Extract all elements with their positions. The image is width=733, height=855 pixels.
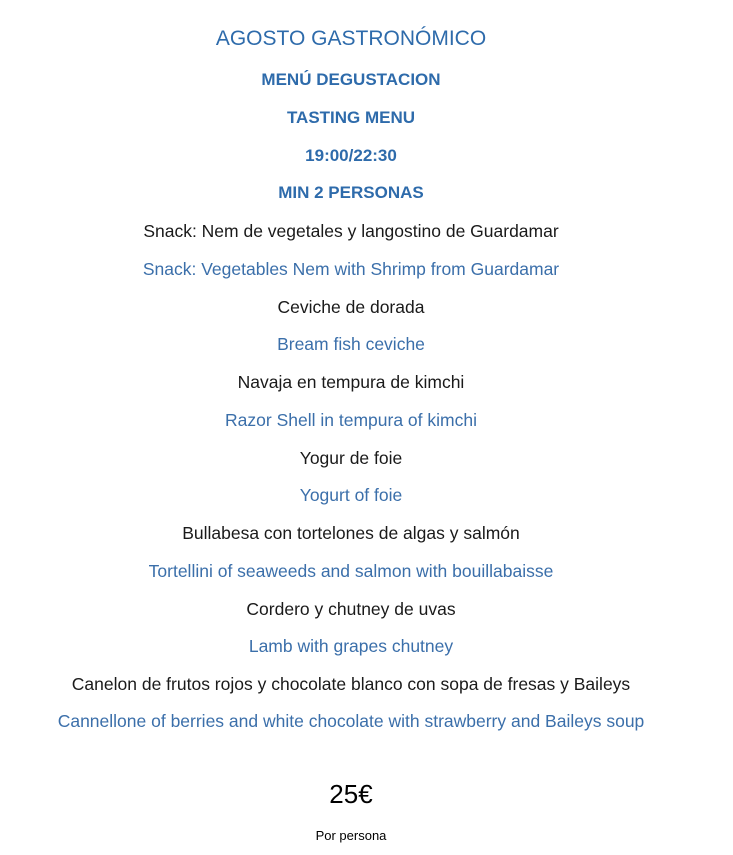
dish-4-en: Yogurt of foie bbox=[299, 485, 403, 505]
dish-4-es: Yogur de foie bbox=[299, 448, 403, 468]
dish-1-es: Snack: Nem de vegetales y langostino de Guardamar bbox=[143, 221, 559, 241]
dish-1-en: Snack: Vegetables Nem with Shrimp from Guardamar bbox=[142, 259, 560, 279]
service-hours: 19:00/22:30 bbox=[305, 146, 397, 165]
dish-2-es: Ceviche de dorada bbox=[277, 297, 425, 317]
dish-5-en: Tortellini of seaweeds and salmon with bouillabaisse bbox=[148, 561, 554, 581]
min-people: MIN 2 PERSONAS bbox=[278, 183, 424, 202]
dish-2-en: Bream fish ceviche bbox=[277, 334, 425, 354]
price-note: Por persona bbox=[315, 828, 387, 843]
dish-7-es: Canelon de frutos rojos y chocolate blanco con sopa de fresas y Baileys bbox=[71, 674, 631, 694]
page-title: AGOSTO GASTRONÓMICO bbox=[215, 27, 487, 50]
dish-5-es: Bullabesa con tortelones de algas y salmón bbox=[182, 523, 520, 543]
dish-7-en: Cannellone of berries and white chocolate with strawberry and Baileys soup bbox=[57, 711, 645, 731]
dish-6-es: Cordero y chutney de uvas bbox=[246, 599, 456, 619]
dish-3-en: Razor Shell in tempura of kimchi bbox=[225, 410, 477, 430]
dish-3-es: Navaja en tempura de kimchi bbox=[237, 372, 465, 392]
menu-subtitle-es: MENÚ DEGUSTACION bbox=[261, 70, 441, 89]
menu-subtitle-en: TASTING MENU bbox=[286, 108, 416, 127]
price: 25€ bbox=[329, 779, 373, 809]
dish-6-en: Lamb with grapes chutney bbox=[248, 636, 454, 656]
